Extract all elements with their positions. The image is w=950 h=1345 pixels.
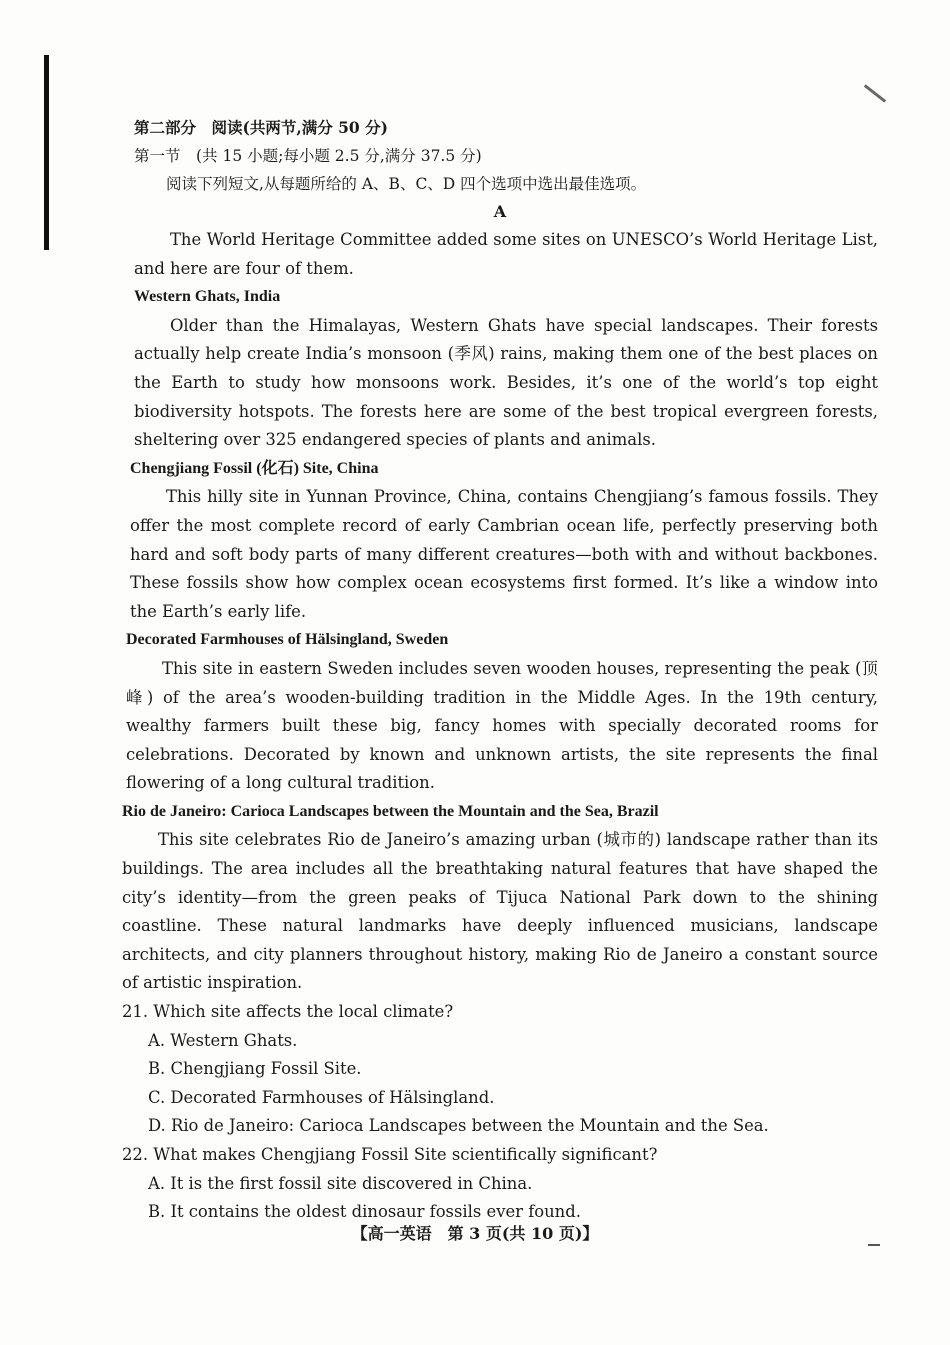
passage-letter: A (493, 202, 507, 221)
question-option: C. Decorated Farmhouses of Hälsingland. (148, 1087, 495, 1107)
site-text-rio: This site celebrates Rio de Janeiro’s amazing urban (城市的) landscape rather than its buildings. The area includes all the breathtaking natural features that have shaped the city’s identity—from the green peaks of Tijuca National Park down to the shining coastline. These natural landmarks have deeply influenced musicians, landscape architects, and city planners throughout history, making Rio de Janeiro a constant source of artistic inspiration. (122, 830, 878, 993)
question-option: B. It contains the oldest dinosaur fossils ever found. (148, 1202, 581, 1222)
site-title-chengjiang: Chengjiang Fossil (化石) Site, China (130, 459, 379, 477)
part-title: 第二部分 阅读(共两节,满分 50 分) (134, 118, 388, 137)
instruction: 阅读下列短文,从每题所给的 A、B、C、D 四个选项中选出最佳选项。 (166, 175, 647, 193)
site-text-chengjiang: This hilly site in Yunnan Province, China, contains Chengjiang’s famous fossils. They offer the most complete record of early Cambrian ocean life, perfectly preserving both hard and soft body parts of many different creatures—both with and without backbones. These fossils show how complex ocean ecosystems first formed. It’s like a window into the Earth’s early life. (130, 487, 878, 621)
question-stem: 22. What makes Chengjiang Fossil Site scientifically significant? (122, 1145, 658, 1164)
site-title-halsingland: Decorated Farmhouses of Hälsingland, Sweden (126, 631, 449, 649)
question-option: D. Rio de Janeiro: Carioca Landscapes between the Mountain and the Sea. (148, 1116, 769, 1136)
question-stem: 21. Which site affects the local climate? (122, 1002, 454, 1022)
question-option: A. Western Ghats. (148, 1030, 298, 1050)
passage-intro: The World Heritage Committee added some sites on UNESCO’s World Heritage List, and here are four of them. (134, 230, 878, 278)
corner-mark (864, 84, 886, 102)
page-footer: 【高一英语 第 3 页(共 10 页)】 (351, 1224, 599, 1243)
question-option: A. It is the first fossil site discovered in China. (148, 1173, 533, 1193)
corner-mark (868, 1244, 880, 1246)
site-title-western-ghats: Western Ghats, India (134, 288, 281, 306)
margin-rule (44, 55, 49, 250)
page-content (122, 114, 878, 1227)
site-text-halsingland: This site in eastern Sweden includes seven wooden houses, representing the peak (顶峰) of the area’s wooden-building tradition in the Middle Ages. In the 19th century, wealthy farmers built these big, fancy homes with specially decorated rooms for celebrations. Decorated by known and unknown artists, the site represents the final flowering of a long cultural tradition. (126, 658, 878, 793)
site-title-rio: Rio de Janeiro: Carioca Landscapes between the Mountain and the Sea, Brazil (122, 802, 659, 820)
site-text-western-ghats: Older than the Himalayas, Western Ghats have special landscapes. Their forests actually help create India’s monsoon (季风) rains, making them one of the best places on the Earth to study how monsoons work. Besides, it’s one of the world’s top eight biodiversity hotspots. The forests here are some of the best tropical evergreen forests, sheltering over 325 endangered species of plants and animals. (134, 315, 878, 450)
question-option: B. Chengjiang Fossil Site. (148, 1059, 362, 1079)
section-title: 第一节 (共 15 小题;每小题 2.5 分,满分 37.5 分) (134, 147, 482, 165)
